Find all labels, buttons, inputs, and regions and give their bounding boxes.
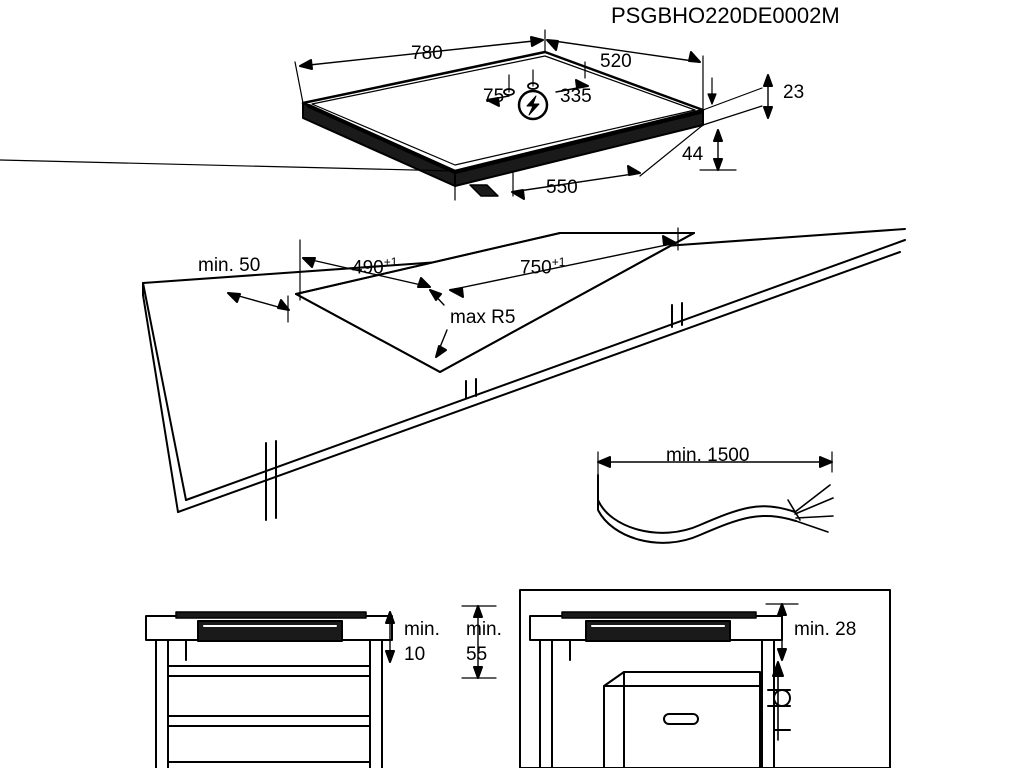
label-min-55-prefix: min. [466, 619, 502, 640]
label-cutout-width [520, 256, 565, 279]
label-hob-rear-offset: 44 [682, 144, 704, 165]
label-corner-radius: max R5 [450, 307, 516, 328]
cutout-depth-tolerance: +1 [383, 255, 398, 269]
section-right [520, 590, 890, 768]
label-min-10-value: 10 [404, 644, 426, 665]
electrical-connection-icon [519, 91, 547, 119]
label-cable-length: min. 1500 [666, 445, 750, 466]
dim-23-ticks [708, 78, 716, 104]
power-cable [598, 475, 833, 543]
label-min-10-prefix: min. [404, 619, 440, 640]
cutout-width-value: 750 [520, 257, 552, 279]
section-left [146, 612, 392, 768]
label-min-oven: min. 28 [794, 619, 857, 640]
dim-min-55 [462, 606, 496, 678]
label-connection-left: 75 [483, 86, 505, 107]
label-hob-thickness: 23 [783, 82, 805, 103]
hob-top-surface [303, 52, 703, 171]
cutout-width-tolerance: +1 [551, 255, 566, 269]
drawing-code: PSGBHO220DE0002M [611, 3, 840, 28]
dim-min-50 [228, 293, 289, 322]
label-min-55-value: 55 [466, 644, 488, 665]
hob-connection-box [470, 185, 498, 196]
dim-44 [700, 130, 736, 170]
label-min-side: min. 50 [198, 255, 261, 276]
label-cutout-depth [352, 256, 397, 279]
label-hob-width: 780 [411, 43, 443, 64]
label-hob-depth: 520 [600, 51, 632, 72]
label-hob-front-depth: 550 [546, 177, 578, 198]
cutout-depth-value: 490 [352, 257, 384, 279]
label-connection-right: 335 [560, 86, 592, 107]
